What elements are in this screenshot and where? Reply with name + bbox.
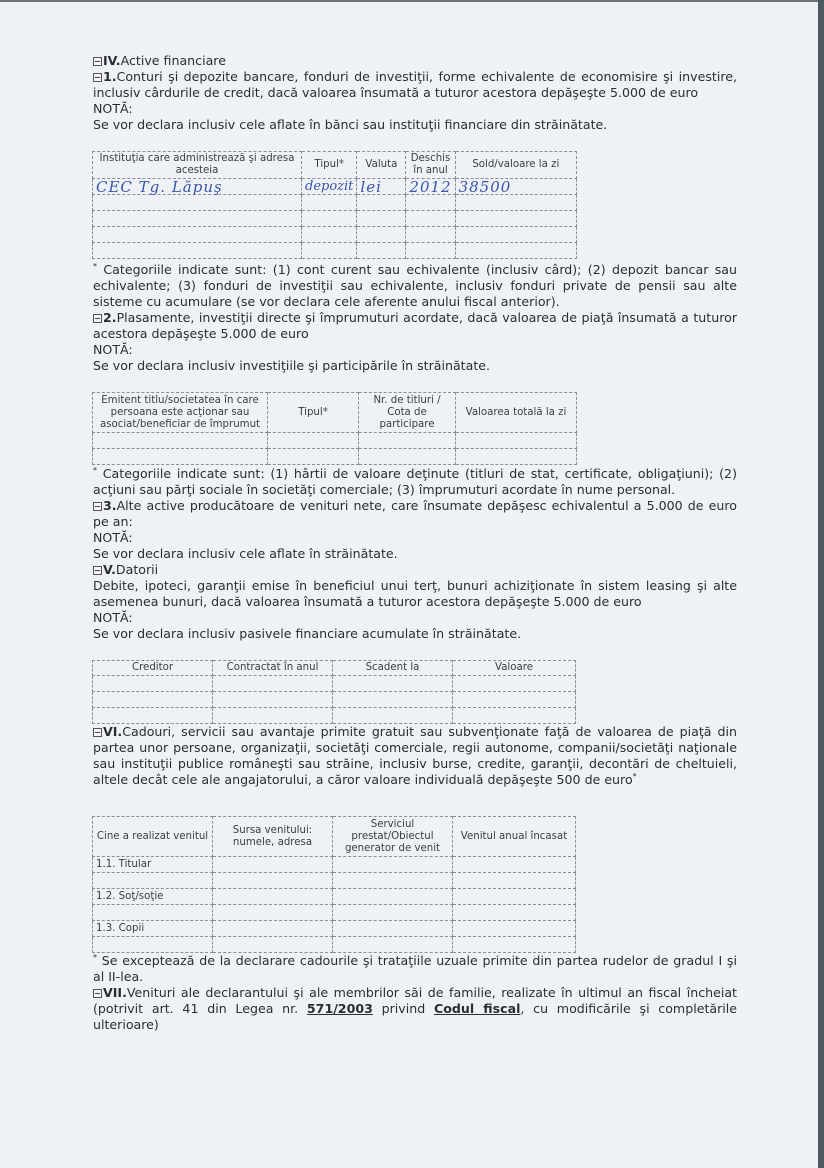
section-number: 2.: [103, 310, 117, 325]
collapse-toggle-icon[interactable]: [93, 989, 102, 998]
table-cell[interactable]: [333, 676, 453, 692]
table-header-row: [93, 393, 577, 433]
collapse-toggle-icon[interactable]: [93, 314, 102, 323]
section-title: Active financiare: [120, 53, 226, 68]
table-cell[interactable]: [406, 227, 455, 243]
column-header: Sold/valoare la zi: [455, 152, 576, 179]
column-header: Emitent titlu/societatea în care persoana este acţionar sau asociat/beneficiar de împrumut: [93, 393, 268, 433]
table-cell[interactable]: [333, 937, 453, 953]
footnote-text: Categoriile indicate sunt: (1) hârtii de valoare deţinute (titluri de stat, certificate, obligaţiuni); (2) acţiuni sau părţi sociale în societăţi comerciale; (3) împrumuturi acordate în nume personal.: [93, 466, 737, 497]
table-row: [93, 243, 577, 259]
footnote-marker: *: [93, 261, 97, 271]
table-cell[interactable]: [406, 243, 455, 259]
table-cell[interactable]: [406, 211, 455, 227]
table-cell[interactable]: [213, 676, 333, 692]
table-row: [93, 179, 577, 195]
column-header: Nr. de titluri / Cota de participare: [359, 393, 456, 433]
column-header: Deschis în anul: [406, 152, 455, 179]
table-cell[interactable]: [333, 873, 453, 889]
table-cell[interactable]: [357, 227, 406, 243]
column-header: Venitul anual încasat: [453, 817, 576, 857]
table-row: [93, 195, 577, 211]
section-v-text: Debite, ipoteci, garanţii emise în beneficiul unui terţ, bunuri achiziţionate în sistem leasing şi alte asemenea bunuri, dacă valoarea însumată a tuturor acestora depăşeşte 5.000 de euro: [93, 578, 737, 609]
table-cell[interactable]: [333, 857, 453, 873]
section-description: privind: [372, 1001, 434, 1016]
declaration-page: [93, 53, 737, 1033]
table-cell[interactable]: [357, 211, 406, 227]
table-cell[interactable]: [93, 937, 213, 953]
nota-label: NOTĂ:: [93, 342, 133, 357]
table-cell[interactable]: [93, 905, 213, 921]
table-cell[interactable]: [213, 889, 333, 905]
section-number: 1.: [103, 69, 117, 84]
column-header: Tipul*: [302, 152, 357, 179]
table-cell-institution[interactable]: CEC Tg. Lăpuş: [93, 179, 302, 195]
collapse-toggle-icon[interactable]: [93, 566, 102, 575]
nota-label: NOTĂ:: [93, 610, 133, 625]
table-cell[interactable]: [268, 449, 359, 465]
table-cell[interactable]: [453, 676, 576, 692]
table-row: [93, 708, 576, 724]
table-cell[interactable]: [213, 857, 333, 873]
column-header: Instituţia care administrează şi adresa acesteia: [93, 152, 302, 179]
section-iv-2-text: [93, 310, 737, 342]
table-cell[interactable]: [93, 433, 268, 449]
scan-right-edge: [818, 0, 824, 1168]
column-header: Creditor: [93, 661, 213, 676]
table-cell[interactable]: [93, 227, 302, 243]
table-cell[interactable]: [359, 449, 456, 465]
column-header: Tipul*: [268, 393, 359, 433]
column-header: Serviciul prestat/Obiectul generator de venit: [333, 817, 453, 857]
law-link-571-2003[interactable]: 571/2003: [306, 1001, 373, 1016]
section-description: Cadouri, servicii sau avantaje primite gratuit sau subvenţionate faţă de valoarea de piaţă din partea unor persoane, organizaţii, societăţi comerciale, regii autonome, companii/societăţi naţionale sau instituţii publice româneşti sau străine, inclusiv burse, credite, garanţii, decontări de cheltuieli, altele decât cele ale angajatorului, a căror valoare individuală depăşeşte 500 de euro: [93, 724, 737, 787]
table-header-row: [93, 817, 576, 857]
table-cell[interactable]: [213, 905, 333, 921]
table-cell[interactable]: [357, 243, 406, 259]
section-v-heading: [93, 562, 737, 578]
table-cell[interactable]: [455, 227, 576, 243]
table-cell[interactable]: [406, 195, 455, 211]
footnote: [93, 466, 737, 498]
table-cell[interactable]: [455, 243, 576, 259]
table-cell[interactable]: [302, 243, 357, 259]
table-row: [93, 921, 576, 937]
row-label-titular: 1.1. Titular: [93, 857, 213, 873]
footnote: [93, 262, 737, 310]
table-cell[interactable]: [455, 211, 576, 227]
section-description: Plasamente, investiţii directe şi împrumuturi acordate, dacă valoarea de piaţă însumată a tuturor acestora depăşeşte 5.000 de euro: [93, 310, 737, 341]
table-cell[interactable]: [333, 905, 453, 921]
table-row: [93, 857, 576, 873]
table-cell[interactable]: [93, 243, 302, 259]
section-description: Alte active producătoare de venituri nete, care însumate depăşesc echivalentul a 5.000 de euro pe an:: [93, 498, 737, 529]
section-description: , cu modificările şi completările ulterioare): [93, 1001, 738, 1032]
collapse-toggle-icon[interactable]: [93, 502, 102, 511]
column-header: Valuta: [357, 152, 406, 179]
table-cell[interactable]: [93, 676, 213, 692]
section-number: V.: [103, 562, 116, 577]
section-number: VII.: [103, 985, 127, 1000]
section-vi-text: [93, 724, 737, 788]
table-cell[interactable]: [93, 449, 268, 465]
section-number: 3.: [103, 498, 117, 513]
column-header: Valoare: [453, 661, 576, 676]
row-label-children: 1.3. Copii: [93, 921, 213, 937]
table-cell[interactable]: [302, 195, 357, 211]
table-row: [93, 937, 576, 953]
table-row: [93, 227, 577, 243]
table-cell[interactable]: [453, 905, 576, 921]
investments-table: [92, 392, 577, 465]
section-number: VI.: [103, 724, 123, 739]
section-number: IV.: [103, 53, 121, 68]
table-cell[interactable]: [333, 889, 453, 905]
table-cell-balance[interactable]: 38500: [455, 179, 576, 195]
table-cell[interactable]: [456, 433, 577, 449]
table-cell[interactable]: [213, 937, 333, 953]
table-cell[interactable]: [213, 708, 333, 724]
table-cell[interactable]: [213, 692, 333, 708]
column-header: Valoarea totală la zi: [456, 393, 577, 433]
table-cell[interactable]: [93, 873, 213, 889]
table-cell[interactable]: [268, 433, 359, 449]
section-description: Venituri ale declarantului şi ale membrilor săi de familie, realizate în ultimul an fiscal încheiat (potrivit art. 41 din Legea nr.: [93, 985, 737, 1016]
table-cell[interactable]: [453, 857, 576, 873]
row-label-spouse: 1.2. Soţ/soţie: [93, 889, 213, 905]
table-cell[interactable]: [333, 692, 453, 708]
debts-table: [92, 660, 576, 724]
table-cell-type[interactable]: depozit: [302, 179, 357, 195]
table-cell[interactable]: [93, 211, 302, 227]
footnote-text: Categoriile indicate sunt: (1) cont curent sau echivalente (inclusiv câ​rd); (2) depozit bancar sau echivalente; (3) fonduri de investiţii sau echivalente, inclusiv fonduri private de pensii sau alte sisteme cu acumulare (se vor declara cele aferente anului fiscal anterior).: [93, 262, 737, 309]
collapse-toggle-icon[interactable]: [93, 57, 102, 66]
table-cell[interactable]: [302, 211, 357, 227]
column-header: Sursa venitului: numele, adresa: [213, 817, 333, 857]
table-row: [93, 676, 576, 692]
table-row: [93, 449, 577, 465]
section-description: Conturi şi depozite bancare, fonduri de investiţii, forme echivalente de economisire şi investire, inclusiv cârdurile de credit, dacă valoarea însumată a tuturor acestora depăşeşte 5.000 de euro: [93, 69, 737, 100]
nota-label: NOTĂ:: [93, 101, 133, 116]
table-row: [93, 889, 576, 905]
bank-accounts-table: [92, 151, 577, 259]
table-cell[interactable]: [453, 889, 576, 905]
table-header-row: [93, 661, 576, 676]
nota-text: Se vor declara inclusiv cele aflate în străinătate.: [93, 546, 398, 561]
nota-label: NOTĂ:: [93, 530, 133, 545]
column-header: Cine a realizat venitul: [93, 817, 213, 857]
nota-text: Se vor declara inclusiv cele aflate în bănci sau instituţii financiare din străinătate.: [93, 117, 608, 132]
scan-top-edge: [0, 0, 824, 2]
gifts-table: [92, 816, 576, 953]
table-cell[interactable]: [455, 195, 576, 211]
section-iv-3-text: [93, 498, 737, 530]
table-cell-year[interactable]: 2012: [406, 179, 455, 195]
section-title: Datorii: [115, 562, 159, 577]
table-cell[interactable]: [453, 937, 576, 953]
section-iv-heading: [93, 53, 737, 69]
footnote-marker: *: [632, 771, 637, 781]
column-header: Scadent la: [333, 661, 453, 676]
table-cell[interactable]: [453, 692, 576, 708]
table-cell[interactable]: [453, 921, 576, 937]
table-cell-currency[interactable]: lei: [357, 179, 406, 195]
table-cell[interactable]: [333, 921, 453, 937]
footnote-marker: *: [93, 952, 97, 962]
footnote: [93, 953, 737, 985]
table-cell[interactable]: [213, 873, 333, 889]
footnote-marker: *: [93, 465, 97, 475]
table-cell[interactable]: [333, 708, 453, 724]
section-vii-text: [93, 985, 737, 1033]
table-cell[interactable]: [456, 449, 577, 465]
table-row: [93, 873, 576, 889]
table-cell[interactable]: [359, 433, 456, 449]
footnote-text: Se exceptează de la declarare cadourile şi trataţiile uzuale primite din partea rudelor de gradul I şi al II-lea.: [93, 953, 737, 984]
table-cell[interactable]: [357, 195, 406, 211]
table-cell[interactable]: [302, 227, 357, 243]
collapse-toggle-icon[interactable]: [93, 728, 102, 737]
table-cell[interactable]: [453, 708, 576, 724]
table-row: [93, 211, 577, 227]
table-cell[interactable]: [93, 195, 302, 211]
collapse-toggle-icon[interactable]: [93, 73, 102, 82]
table-row: [93, 433, 577, 449]
table-cell[interactable]: [213, 921, 333, 937]
column-header: Contractat în anul: [213, 661, 333, 676]
codul-fiscal-link[interactable]: Codul fiscal: [433, 1001, 521, 1016]
nota-text: Se vor declara inclusiv investiţiile şi participările în străinătate.: [93, 358, 491, 373]
table-header-row: [93, 152, 577, 179]
nota-text: Se vor declara inclusiv pasivele financiare acumulate în străinătate.: [93, 626, 522, 641]
table-cell[interactable]: [453, 873, 576, 889]
table-cell[interactable]: [93, 692, 213, 708]
section-iv-1-text: [93, 69, 737, 101]
table-row: [93, 905, 576, 921]
table-row: [93, 692, 576, 708]
table-cell[interactable]: [93, 708, 213, 724]
